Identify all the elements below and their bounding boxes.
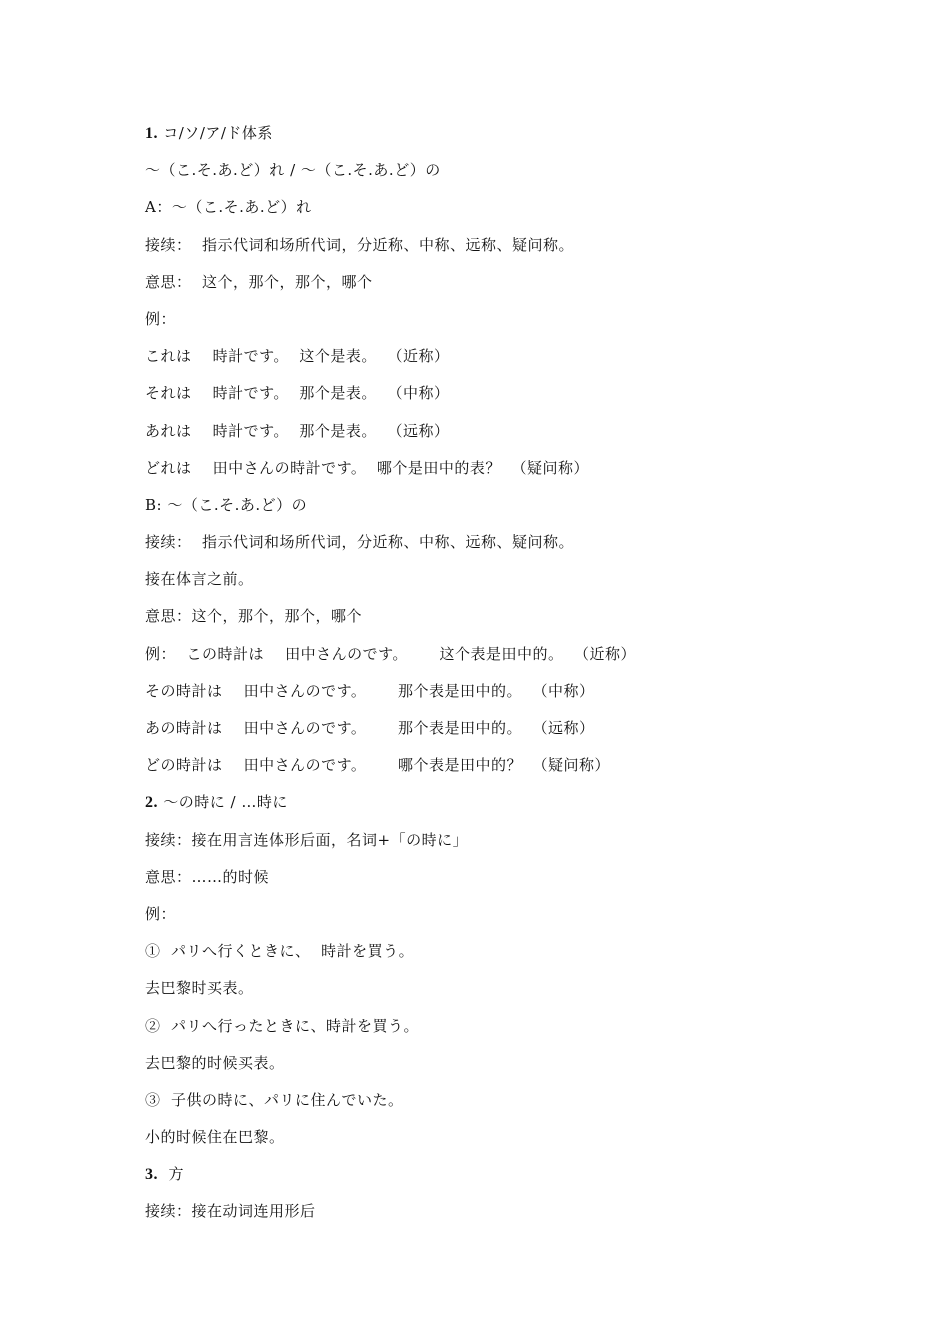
document-body [145,122,865,1238]
example-line: ② パリへ行ったときに、時計を買う。 [145,1016,420,1035]
text-line: A：〜（こ.そ.あ.ど）れ [145,198,312,217]
text-line: 接续： 指示代词和场所代词，分近称、中称、远称、疑问称。 [145,235,575,254]
example-line: あの時計は 田中さんのです。 那个表是田中的。 （远称） [145,719,595,737]
text-line: 接续：接在用言连体形后面，名词+「の時に」 [145,830,469,849]
example-line: あれは 時計です。 那个是表。 （远称） [145,421,450,440]
example-line: これは 時計です。 这个是表。 （近称） [145,347,450,366]
example-line: ③ 子供の時に、パリに住んでいた。 [145,1090,404,1109]
example-line: どの時計は 田中さんのです。 哪个表是田中的？ （疑问称） [145,756,611,775]
example-line: どれは 田中さんの時計です。 哪个是田中的表？ （疑问称） [145,458,589,477]
section-heading-1: 1. コ/ソ/ア/ド体系 [145,124,273,142]
text-line: 〜（こ.そ.あ.ど）れ / 〜（こ.そ.あ.ど）の [145,161,441,180]
example-line: ① パリへ行くときに、 時計を買う。 [145,942,415,961]
example-line: その時計は 田中さんのです。 那个表是田中的。 （中称） [145,681,595,700]
translation-line: 小的时候住在巴黎。 [145,1128,285,1147]
text-line: 接续： 指示代词和场所代词，分近称、中称、远称、疑问称。 [145,533,575,552]
text-line: 意思： 这个，那个，那个，哪个 [145,272,373,291]
text-line: 意思：这个，那个，那个，哪个 [145,607,363,626]
section-heading-3: 3. 方 [145,1165,185,1184]
translation-line: 去巴黎的时候买表。 [145,1053,285,1072]
translation-line: 去巴黎时买表。 [145,979,254,998]
example-line: それは 時計です。 那个是表。 （中称） [145,384,450,403]
text-line: 接续：接在动词连用形后 [145,1202,316,1221]
text-line: 例： [145,309,177,328]
section-heading-2: 2. 〜の時に / …時に [145,793,288,812]
text-line: B: 〜（こ.そ.あ.ど）の [145,495,308,514]
text-line: 接在体言之前。 [145,570,254,589]
example-line: 例： この時計は 田中さんのです。 这个表是田中的。 （近称） [145,644,637,663]
text-line: 意思：……的时候 [145,867,270,886]
text-line: 例： [145,904,177,923]
